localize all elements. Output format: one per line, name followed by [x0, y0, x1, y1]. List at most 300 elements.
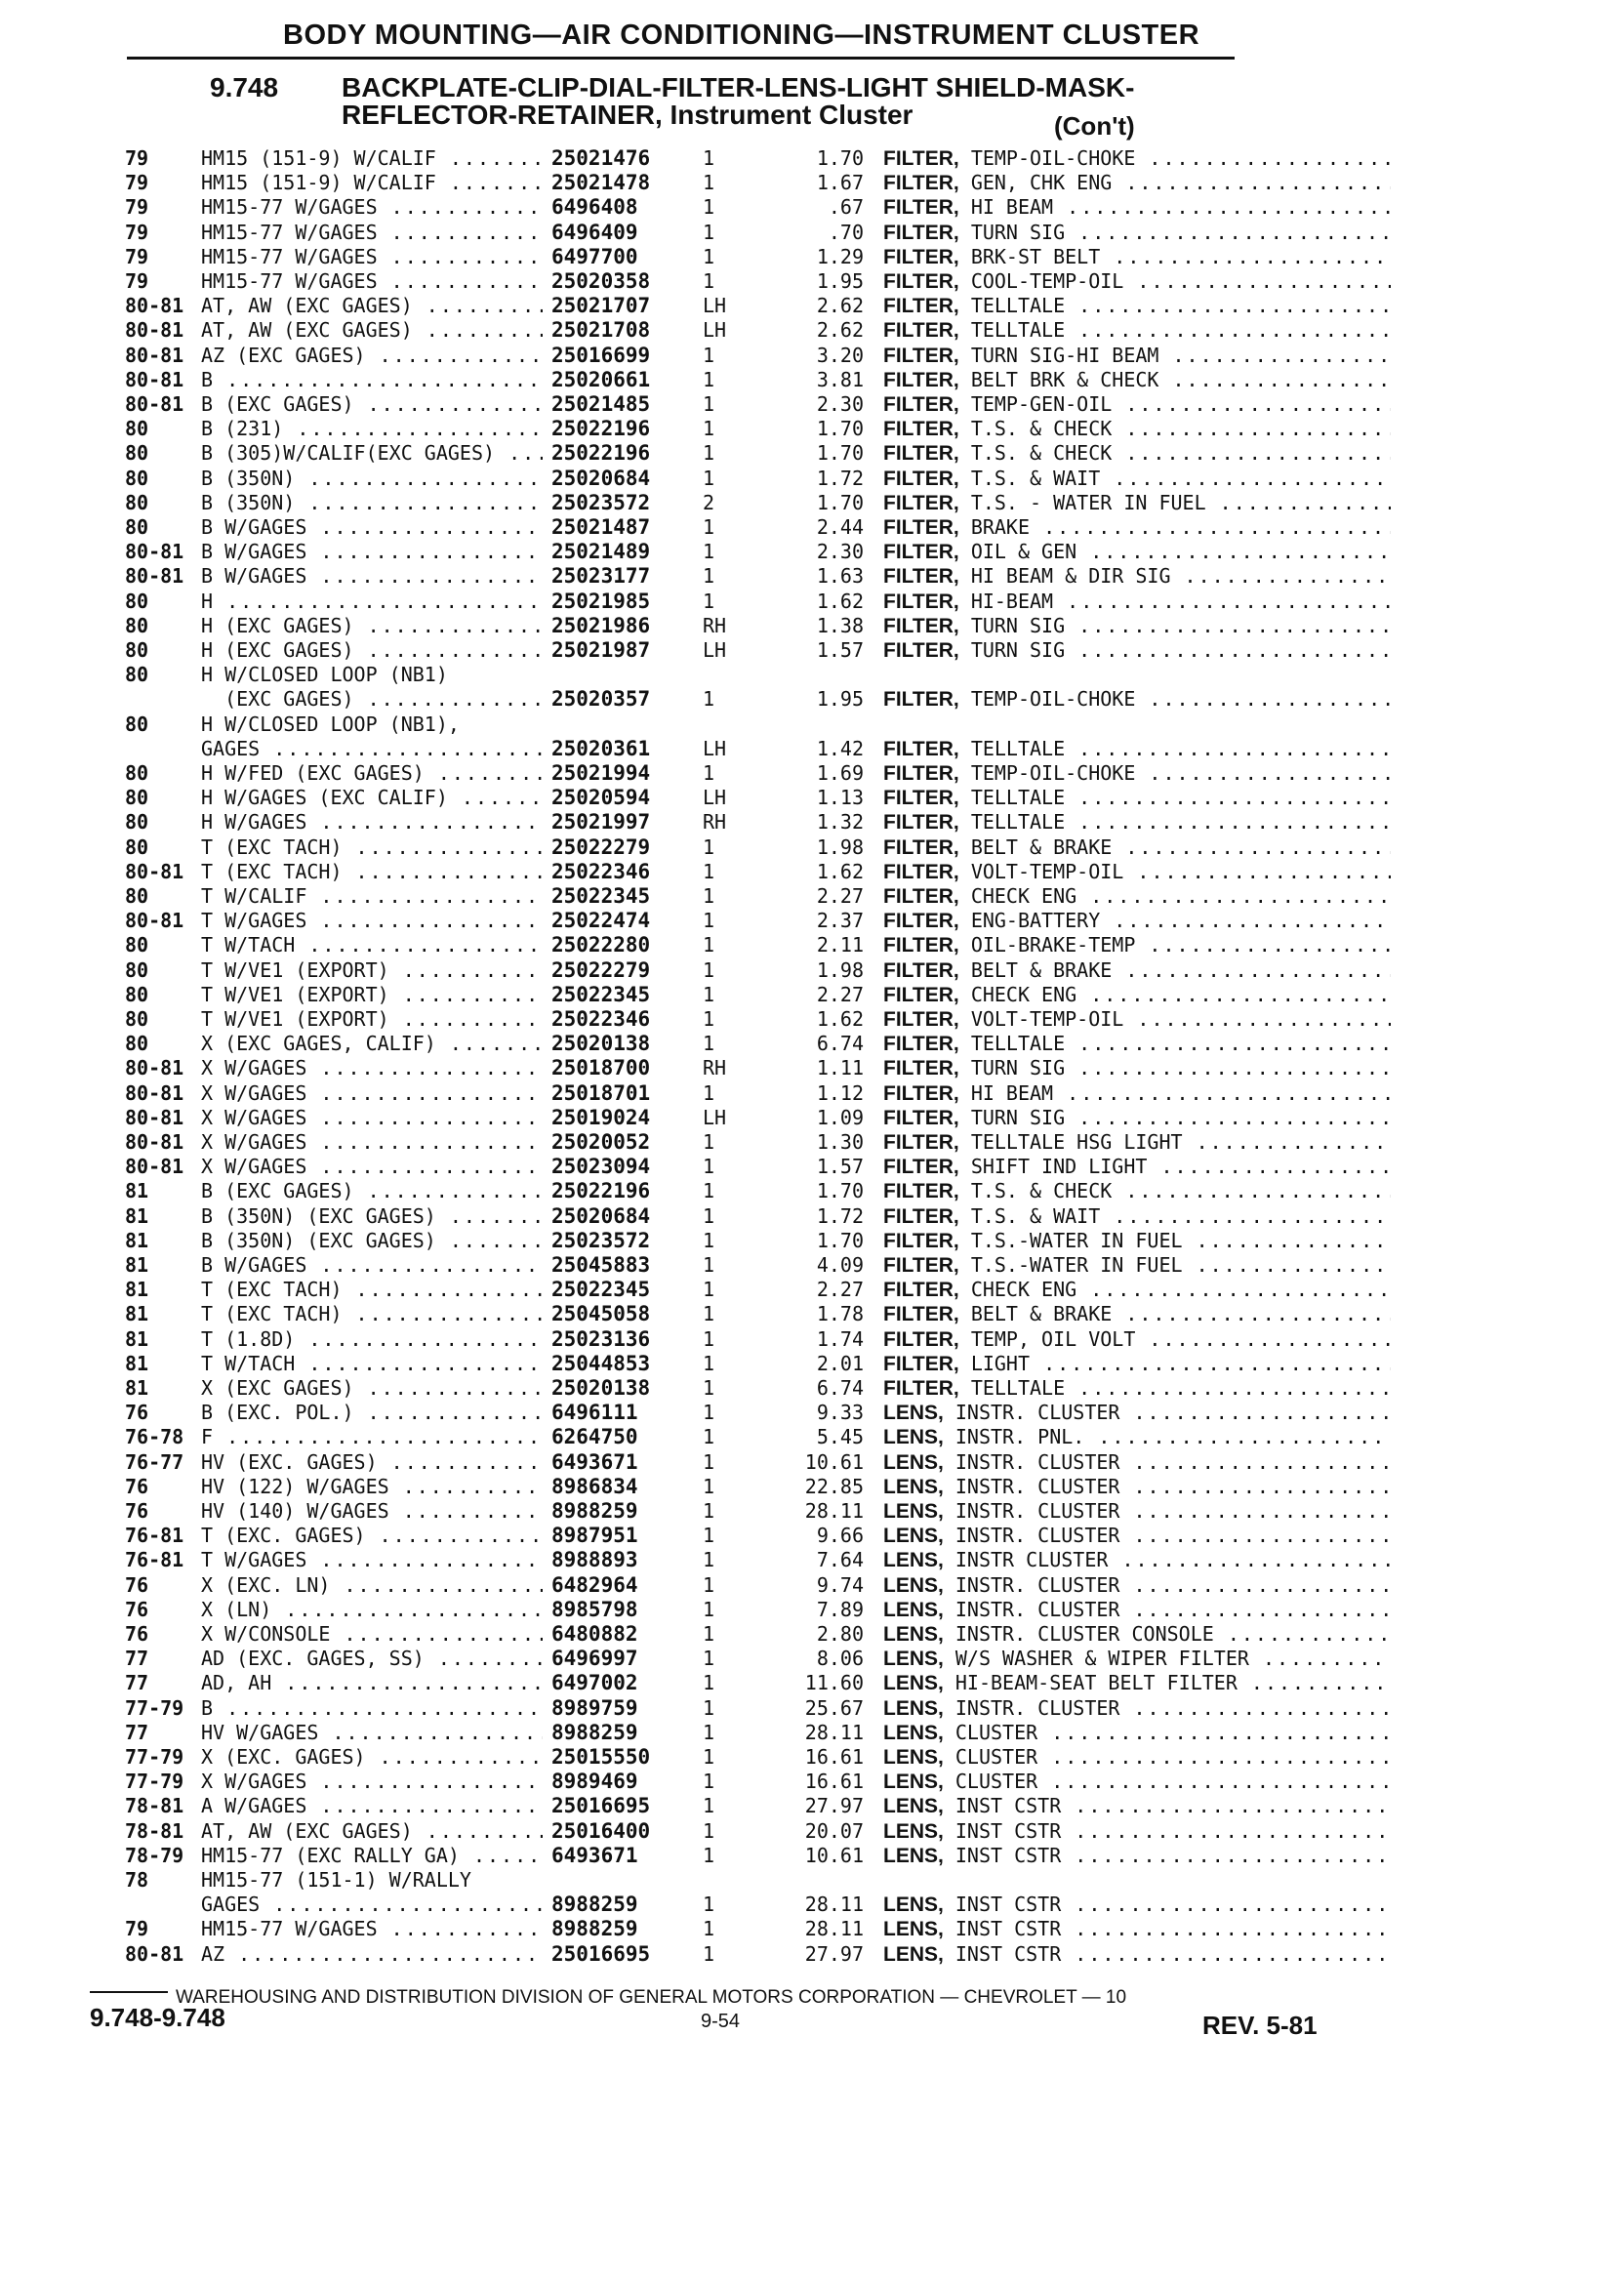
model-cell: HM15-77 (EXC RALLY GA) .....	[201, 1844, 543, 1867]
price-cell: 1.62	[816, 589, 864, 613]
year-cell: 77	[125, 1671, 149, 1695]
part-number-cell: 25021487	[551, 515, 651, 539]
year-cell: 79	[125, 244, 149, 268]
quantity-cell: 1	[703, 859, 715, 883]
quantity-cell: 1	[703, 1770, 715, 1794]
price-cell: 1.74	[816, 1326, 864, 1351]
model-cell: (EXC GAGES) .....	[201, 687, 543, 711]
quantity-cell: RH	[703, 1056, 727, 1080]
item-kind: FILTER,	[883, 1303, 959, 1326]
description-cell	[883, 1352, 1391, 1376]
price-cell: 28.11	[804, 1499, 864, 1523]
description-cell	[883, 1598, 1391, 1622]
quantity-cell: 1	[703, 343, 715, 367]
year-cell: 77-79	[125, 1770, 184, 1794]
quantity-cell: RH	[703, 810, 727, 835]
description-cell	[883, 835, 1391, 860]
quantity-cell: 1	[703, 1130, 715, 1154]
item-kind: LENS,	[883, 1426, 944, 1449]
section-continued: (Con't)	[1054, 111, 1135, 141]
description-cell	[883, 1548, 1391, 1572]
model-cell: H W/GAGES (EXC CALIF) .....	[201, 786, 543, 809]
item-description: INSTR. CLUSTER	[954, 1597, 1120, 1621]
quantity-cell: 1	[703, 1499, 715, 1523]
item-kind: FILTER,	[883, 516, 959, 539]
item-kind: LENS,	[883, 1475, 944, 1498]
price-cell: 2.27	[816, 982, 864, 1006]
description-cell	[883, 1893, 1391, 1917]
part-number-cell: 25016695	[551, 1794, 651, 1818]
model-cell: T W/GAGES .....	[201, 1548, 543, 1571]
part-number-cell: 25016695	[551, 1941, 651, 1966]
quantity-cell: 1	[703, 1278, 715, 1302]
item-kind: FILTER,	[883, 245, 959, 268]
year-cell: 77-79	[125, 1695, 184, 1720]
part-number-cell: 6482964	[551, 1572, 638, 1597]
item-kind: LENS,	[883, 1525, 944, 1548]
part-number-cell: 25021986	[551, 613, 651, 637]
part-number-cell: 25020357	[551, 687, 651, 712]
year-cell: 80-81	[125, 1155, 184, 1179]
model-cell: X (EXC GAGES, CALIF) .....	[201, 1032, 543, 1055]
footer-revision: REV. 5-81	[1202, 2011, 1318, 2040]
item-kind: FILTER,	[883, 319, 959, 343]
description-cell	[883, 687, 1391, 712]
part-number-cell: 25021994	[551, 761, 651, 785]
model-cell: B (231) .....	[201, 417, 543, 440]
quantity-cell: 1	[703, 1474, 715, 1498]
item-description: CHECK ENG	[970, 1278, 1077, 1302]
price-cell: 3.81	[816, 367, 864, 391]
description-cell	[883, 786, 1391, 810]
year-cell: 80-81	[125, 1056, 184, 1080]
item-description: INSTR CLUSTER	[954, 1548, 1109, 1572]
quantity-cell: 1	[703, 835, 715, 859]
quantity-cell: 1	[703, 220, 715, 244]
description-cell	[883, 417, 1391, 441]
year-cell: 80	[125, 466, 149, 490]
price-cell: 2.01	[816, 1351, 864, 1375]
description-cell	[883, 1401, 1391, 1425]
part-number-cell: 25016699	[551, 343, 651, 367]
item-description: INST CSTR	[954, 1818, 1062, 1843]
model-cell: B (EXC. POL.) .....	[201, 1401, 543, 1424]
year-cell: 76	[125, 1401, 149, 1425]
part-number-cell: 8988259	[551, 1917, 638, 1941]
item-description: TELLTALE	[970, 294, 1066, 318]
quantity-cell: 1	[703, 1228, 715, 1252]
model-cell: HM15-77 (151-1) W/RALLY	[201, 1868, 471, 1892]
year-cell: 79	[125, 146, 149, 170]
model-cell: B (350N) .....	[201, 491, 543, 514]
part-number-cell: 25020138	[551, 1032, 651, 1056]
description-cell	[883, 1056, 1391, 1080]
quantity-cell: 1	[703, 1080, 715, 1105]
item-description: COOL-TEMP-OIL	[970, 269, 1124, 293]
item-description: HI BEAM	[970, 195, 1054, 220]
item-description: T.S.-WATER IN FUEL	[970, 1228, 1183, 1252]
model-cell: B W/GAGES .....	[201, 564, 543, 588]
year-cell: 81	[125, 1376, 149, 1400]
price-cell: 16.61	[804, 1770, 864, 1794]
item-description: HI-BEAM-SEAT BELT FILTER	[954, 1671, 1238, 1695]
model-cell: T (EXC. GAGES) .....	[201, 1524, 543, 1547]
description-cell	[883, 860, 1391, 884]
part-number-cell: 25022346	[551, 1007, 651, 1031]
year-cell: 80	[125, 589, 149, 613]
quantity-cell: 1	[703, 909, 715, 933]
quantity-cell: 1	[703, 540, 715, 564]
quantity-cell: LH	[703, 638, 727, 662]
quantity-cell: 1	[703, 269, 715, 293]
description-cell	[883, 983, 1391, 1007]
year-cell: 76	[125, 1622, 149, 1646]
part-number-cell: 25021707	[551, 294, 651, 318]
part-number-cell: 8988259	[551, 1720, 638, 1744]
description-cell	[883, 491, 1391, 515]
model-cell: B .....	[201, 1696, 543, 1720]
quantity-cell: 1	[703, 1032, 715, 1056]
item-kind: FILTER,	[883, 221, 959, 244]
year-cell: 80	[125, 957, 149, 982]
model-cell: T W/VE1 (EXPORT) .....	[201, 1007, 543, 1031]
item-kind: FILTER,	[883, 860, 959, 883]
year-cell: 79	[125, 269, 149, 293]
model-cell: HV W/GAGES .....	[201, 1721, 543, 1744]
price-cell: 1.32	[816, 810, 864, 835]
quantity-cell: LH	[703, 294, 727, 318]
quantity-cell: 1	[703, 244, 715, 268]
part-number-cell: 6493671	[551, 1449, 638, 1474]
part-number-cell: 25021485	[551, 392, 651, 416]
description-cell	[883, 467, 1391, 491]
item-kind: FILTER,	[883, 1106, 959, 1129]
description-cell	[883, 1770, 1391, 1794]
description-cell	[883, 590, 1391, 614]
item-description: INSTR. CLUSTER	[954, 1572, 1120, 1597]
model-cell: HM15-77 W/GAGES .....	[201, 195, 543, 219]
model-cell: AZ .....	[201, 1942, 543, 1966]
quantity-cell: 1	[703, 1351, 715, 1375]
part-number-cell: 25022196	[551, 441, 651, 466]
item-kind: FILTER,	[883, 910, 959, 933]
price-cell: 1.98	[816, 957, 864, 982]
item-kind: LENS,	[883, 1648, 944, 1671]
price-cell: 1.72	[816, 466, 864, 490]
quantity-cell: 1	[703, 982, 715, 1006]
year-cell: 80-81	[125, 564, 184, 589]
part-number-cell: 8989469	[551, 1770, 638, 1794]
description-cell	[883, 1106, 1391, 1130]
model-cell: X (EXC. LN) .....	[201, 1573, 543, 1597]
description-cell	[883, 909, 1391, 933]
part-number-cell: 25022346	[551, 859, 651, 883]
model-cell: X W/GAGES .....	[201, 1155, 543, 1178]
model-cell: AT, AW (EXC GAGES) .....	[201, 318, 543, 342]
item-kind: FILTER,	[883, 1229, 959, 1252]
quantity-cell: 1	[703, 564, 715, 589]
price-cell: 7.64	[816, 1548, 864, 1572]
year-cell: 80	[125, 933, 149, 957]
description-cell	[883, 614, 1391, 638]
quantity-cell: 1	[703, 441, 715, 466]
item-kind: FILTER,	[883, 270, 959, 293]
price-cell: 1.09	[816, 1105, 864, 1129]
year-cell: 80	[125, 1032, 149, 1056]
model-cell: T W/GAGES .....	[201, 909, 543, 932]
quantity-cell: 1	[703, 1524, 715, 1548]
year-cell: 77-79	[125, 1745, 184, 1769]
quantity-cell: 1	[703, 1818, 715, 1843]
item-kind: FILTER,	[883, 418, 959, 441]
model-cell: X W/GAGES .....	[201, 1056, 543, 1079]
description-cell	[883, 294, 1391, 318]
item-description: OIL & GEN	[970, 540, 1077, 564]
item-kind: FILTER,	[883, 442, 959, 466]
description-cell	[883, 1376, 1391, 1401]
item-kind: LENS,	[883, 1942, 944, 1966]
price-cell: 1.70	[816, 490, 864, 514]
quantity-cell: 1	[703, 1622, 715, 1646]
description-cell	[883, 1302, 1391, 1326]
quantity-cell: 1	[703, 884, 715, 908]
item-kind: FILTER,	[883, 147, 959, 170]
model-cell: H (EXC GAGES) .....	[201, 638, 543, 662]
price-cell: .70	[828, 220, 864, 244]
quantity-cell: 1	[703, 1253, 715, 1277]
model-cell: B (305)W/CALIF(EXC GAGES) .....	[201, 441, 543, 465]
description-cell	[883, 810, 1391, 835]
price-cell: 1.70	[816, 1179, 864, 1203]
price-cell: 1.57	[816, 1155, 864, 1179]
part-number-cell: 25021489	[551, 540, 651, 564]
price-cell: 22.85	[804, 1474, 864, 1498]
quantity-cell: LH	[703, 736, 727, 760]
part-number-cell: 6497700	[551, 244, 638, 268]
item-kind: FILTER,	[883, 344, 959, 367]
price-cell: 1.70	[816, 1228, 864, 1252]
item-description: TELLTALE	[970, 1032, 1066, 1056]
item-kind: FILTER,	[883, 590, 959, 613]
description-cell	[883, 1696, 1391, 1721]
footer-page-number: 9-54	[701, 2011, 741, 2032]
year-cell: 80	[125, 490, 149, 514]
item-kind: FILTER,	[883, 295, 959, 318]
item-description: ENG-BATTERY	[970, 909, 1101, 933]
part-number-cell: 25021987	[551, 638, 651, 662]
year-cell: 81	[125, 1228, 149, 1252]
item-description: TURN SIG-HI BEAM	[970, 343, 1159, 367]
description-cell	[883, 1204, 1391, 1229]
year-cell: 76	[125, 1597, 149, 1621]
item-description: INST CSTR	[954, 1843, 1062, 1867]
item-description: OIL-BRAKE-TEMP	[970, 933, 1136, 957]
price-cell: 1.69	[816, 761, 864, 785]
price-cell: 5.45	[816, 1425, 864, 1449]
quantity-cell: 1	[703, 687, 715, 712]
model-cell: GAGES .....	[201, 737, 543, 760]
description-cell	[883, 245, 1391, 269]
quantity-cell: 1	[703, 1671, 715, 1695]
model-cell: X W/GAGES .....	[201, 1081, 543, 1105]
part-number-cell: 25020684	[551, 1203, 651, 1228]
part-number-cell: 25022279	[551, 957, 651, 982]
year-cell: 78	[125, 1868, 149, 1892]
item-description: HI BEAM	[970, 1080, 1054, 1105]
year-cell: 78-79	[125, 1843, 184, 1867]
description-cell	[883, 1647, 1391, 1671]
part-number-cell: 25044853	[551, 1351, 651, 1375]
description-cell	[883, 1942, 1391, 1967]
part-number-cell: 6480882	[551, 1622, 638, 1646]
description-cell	[883, 1130, 1391, 1155]
item-kind: LENS,	[883, 1549, 944, 1572]
item-description: TEMP-OIL-CHOKE	[970, 761, 1136, 785]
price-cell: 2.30	[816, 540, 864, 564]
description-cell	[883, 761, 1391, 786]
quantity-cell: 1	[703, 1548, 715, 1572]
year-cell: 81	[125, 1253, 149, 1277]
year-cell: 76	[125, 1474, 149, 1498]
item-kind: LENS,	[883, 1623, 944, 1646]
item-description: TURN SIG	[970, 638, 1066, 662]
price-cell: 1.72	[816, 1203, 864, 1228]
year-cell: 80	[125, 712, 149, 736]
price-cell: 4.09	[816, 1253, 864, 1277]
quantity-cell: LH	[703, 786, 727, 810]
item-kind: FILTER,	[883, 1156, 959, 1179]
item-description: LIGHT	[970, 1351, 1031, 1375]
description-cell	[883, 392, 1391, 417]
price-cell: 16.61	[804, 1745, 864, 1769]
model-cell: B (EXC GAGES) .....	[201, 1179, 543, 1202]
year-cell: 80	[125, 663, 149, 687]
model-cell: T W/TACH .....	[201, 933, 543, 957]
price-cell: 2.62	[816, 294, 864, 318]
item-description: TEMP-OIL-CHOKE	[970, 687, 1136, 712]
quantity-cell: 1	[703, 1203, 715, 1228]
description-cell	[883, 1524, 1391, 1548]
price-cell: 1.57	[816, 638, 864, 662]
model-cell: HM15-77 W/GAGES .....	[201, 221, 543, 244]
item-kind: LENS,	[883, 1721, 944, 1744]
year-cell: 80-81	[125, 392, 184, 416]
item-description: INSTR. CLUSTER	[954, 1401, 1120, 1425]
price-cell: 2.30	[816, 392, 864, 416]
item-kind: FILTER,	[883, 368, 959, 391]
year-cell: 80-81	[125, 540, 184, 564]
year-cell: 80	[125, 417, 149, 441]
quantity-cell: 1	[703, 957, 715, 982]
year-cell: 79	[125, 220, 149, 244]
item-kind: LENS,	[883, 1746, 944, 1769]
quantity-cell: 1	[703, 1572, 715, 1597]
part-number-cell: 25021476	[551, 146, 651, 170]
model-cell: HM15 (151-9) W/CALIF .....	[201, 171, 543, 194]
item-kind: FILTER,	[883, 787, 959, 810]
description-cell	[883, 368, 1391, 392]
price-cell: 1.63	[816, 564, 864, 589]
model-cell: X W/CONSOLE .....	[201, 1622, 543, 1646]
item-kind: FILTER,	[883, 762, 959, 785]
item-kind: FILTER,	[883, 688, 959, 712]
description-cell	[883, 1745, 1391, 1770]
model-cell: T W/VE1 (EXPORT) .....	[201, 983, 543, 1006]
year-cell: 79	[125, 1917, 149, 1941]
item-kind: FILTER,	[883, 811, 959, 835]
model-cell: A W/GAGES .....	[201, 1794, 543, 1817]
item-kind: FILTER,	[883, 639, 959, 662]
year-cell: 81	[125, 1351, 149, 1375]
item-description: TURN SIG	[970, 220, 1066, 244]
item-description: CLUSTER	[954, 1770, 1038, 1794]
part-number-cell: 25022474	[551, 909, 651, 933]
quantity-cell: LH	[703, 1105, 727, 1129]
quantity-cell: 1	[703, 1401, 715, 1425]
item-kind: LENS,	[883, 1819, 944, 1843]
price-cell: 27.97	[804, 1794, 864, 1818]
model-cell: B (350N) (EXC GAGES) .....	[201, 1204, 543, 1228]
item-description: TELLTALE HSG LIGHT	[970, 1130, 1183, 1154]
part-number-cell: 25020684	[551, 466, 651, 490]
year-cell: 80	[125, 761, 149, 785]
year-cell: 80-81	[125, 1130, 184, 1154]
description-cell	[883, 269, 1391, 294]
section-number: 9.748	[210, 72, 279, 102]
description-cell	[883, 1450, 1391, 1475]
quantity-cell: 1	[703, 367, 715, 391]
item-description: INSTR. CLUSTER	[954, 1499, 1120, 1523]
model-cell: AT, AW (EXC GAGES) .....	[201, 294, 543, 317]
year-cell: 76-81	[125, 1524, 184, 1548]
part-number-cell: 25021708	[551, 318, 651, 343]
part-number-cell: 25022345	[551, 884, 651, 908]
model-cell: B W/GAGES .....	[201, 1253, 543, 1277]
part-number-cell: 25015550	[551, 1745, 651, 1769]
price-cell: 1.29	[816, 244, 864, 268]
model-cell: F .....	[201, 1425, 543, 1448]
quantity-cell: 1	[703, 1893, 715, 1917]
model-cell: X (EXC. GAGES) .....	[201, 1745, 543, 1769]
price-cell: 9.66	[816, 1524, 864, 1548]
model-cell: HM15 (151-9) W/CALIF .....	[201, 146, 543, 170]
footer-rule-left	[90, 1991, 168, 1993]
price-cell: 2.27	[816, 1278, 864, 1302]
quantity-cell: 1	[703, 392, 715, 416]
price-cell: 1.38	[816, 613, 864, 637]
item-kind: FILTER,	[883, 1033, 959, 1056]
item-kind: FILTER,	[883, 1377, 959, 1400]
price-cell: 1.12	[816, 1080, 864, 1105]
quantity-cell: 1	[703, 466, 715, 490]
item-description: TURN SIG	[970, 1105, 1066, 1129]
description-cell	[883, 171, 1391, 195]
description-cell	[883, 195, 1391, 220]
quantity-cell: 1	[703, 1720, 715, 1744]
quantity-cell: 1	[703, 1695, 715, 1720]
item-description: TURN SIG	[970, 613, 1066, 637]
year-cell: 80	[125, 638, 149, 662]
item-description: TEMP-OIL-CHOKE	[970, 146, 1136, 170]
model-cell: T W/CALIF .....	[201, 884, 543, 908]
item-description: GEN, CHK ENG	[970, 171, 1113, 195]
quantity-cell: 1	[703, 1917, 715, 1941]
item-kind: FILTER,	[883, 835, 959, 859]
part-number-cell: 6496997	[551, 1647, 638, 1671]
quantity-cell: 1	[703, 417, 715, 441]
model-cell: AD, AH .....	[201, 1671, 543, 1694]
footer-text: WAREHOUSING AND DISTRIBUTION DIVISION OF GENERAL MOTORS CORPORATION — CHEVROLET — 10	[176, 1987, 1127, 2008]
